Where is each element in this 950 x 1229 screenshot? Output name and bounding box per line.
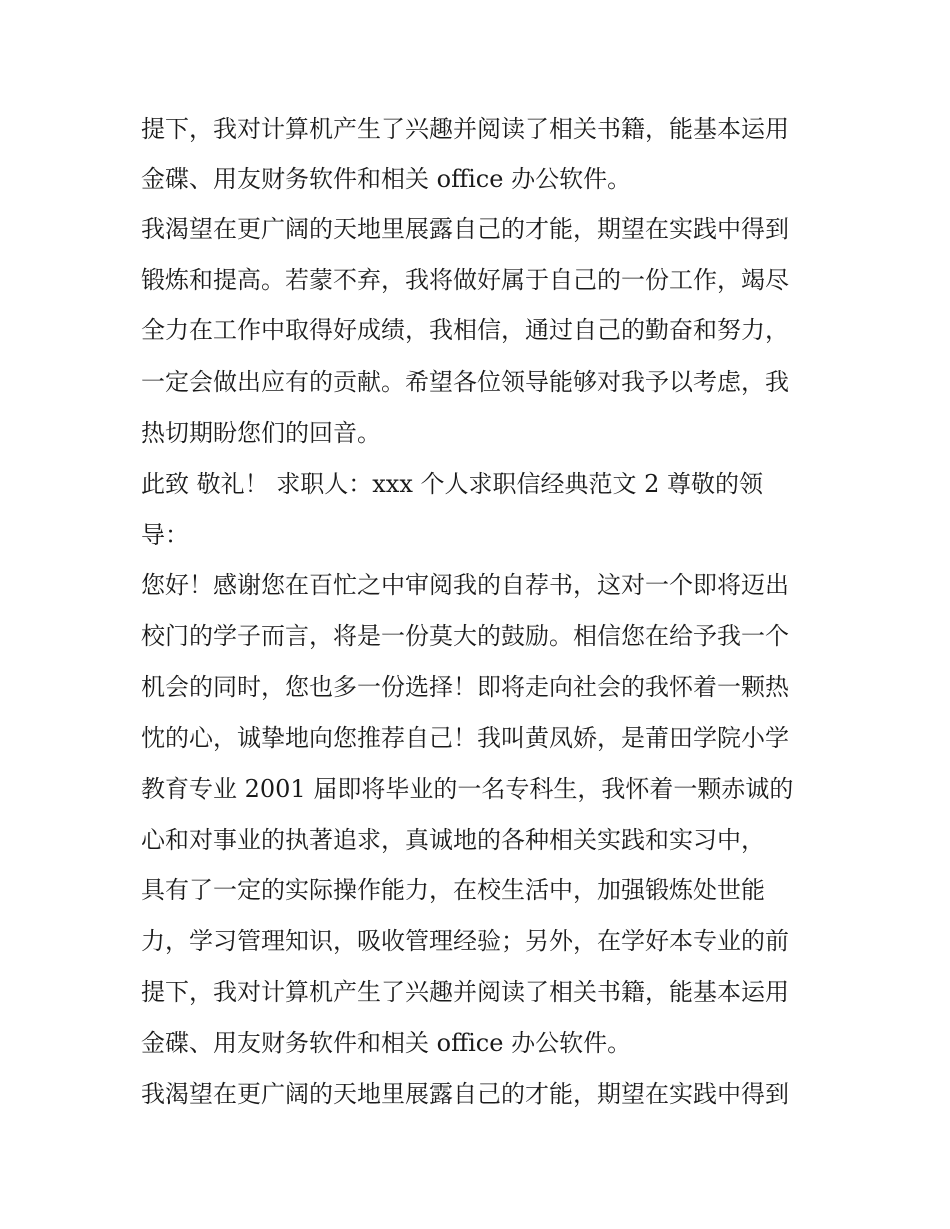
text-line: 忱的心，诚挚地向您推荐自己！我叫黄凤娇，是莆田学院小学 — [141, 724, 789, 752]
text-line: 教育专业 2001 届即将毕业的一名专科生，我怀着一颗赤诚的 — [141, 775, 794, 803]
text-line: 全力在工作中取得好成绩，我相信，通过自己的勤奋和努力， — [141, 316, 789, 344]
text-line: 提下，我对计算机产生了兴趣并阅读了相关书籍，能基本运用 — [141, 115, 789, 143]
text-line: 具有了一定的实际操作能力，在校生活中，加强锻炼处世能 — [141, 876, 765, 904]
text-line: 校门的学子而言，将是一份莫大的鼓励。相信您在给予我一个 — [141, 622, 789, 650]
text-line: 提下，我对计算机产生了兴趣并阅读了相关书籍，能基本运用 — [141, 978, 789, 1006]
text-line: 金碟、用友财务软件和相关 office 办公软件。 — [141, 165, 632, 193]
text-line: 我渴望在更广阔的天地里展露自己的才能，期望在实践中得到 — [141, 1080, 789, 1108]
text-line: 我渴望在更广阔的天地里展露自己的才能，期望在实践中得到 — [141, 215, 789, 243]
text-line: 机会的同时，您也多一份选择！即将走向社会的我怀着一颗热 — [141, 673, 789, 701]
text-line: 导： — [141, 521, 189, 549]
text-line: 热切期盼您们的回音。 — [141, 419, 381, 447]
text-line: 您好！感谢您在百忙之中审阅我的自荐书，这对一个即将迈出 — [141, 571, 789, 599]
text-line: 此致 敬礼！ 求职人：xxx 个人求职信经典范文 2 尊敬的领 — [141, 470, 764, 498]
text-line: 锻炼和提高。若蒙不弃，我将做好属于自己的一份工作，竭尽 — [141, 266, 789, 294]
text-line: 心和对事业的执著追求，真诚地的各种相关实践和实习中， — [141, 826, 765, 854]
text-line: 金碟、用友财务软件和相关 office 办公软件。 — [141, 1029, 632, 1057]
text-line: 一定会做出应有的贡献。希望各位领导能够对我予以考虑，我 — [141, 368, 789, 396]
text-line: 力，学习管理知识，吸收管理经验；另外，在学好本专业的前 — [141, 927, 789, 955]
